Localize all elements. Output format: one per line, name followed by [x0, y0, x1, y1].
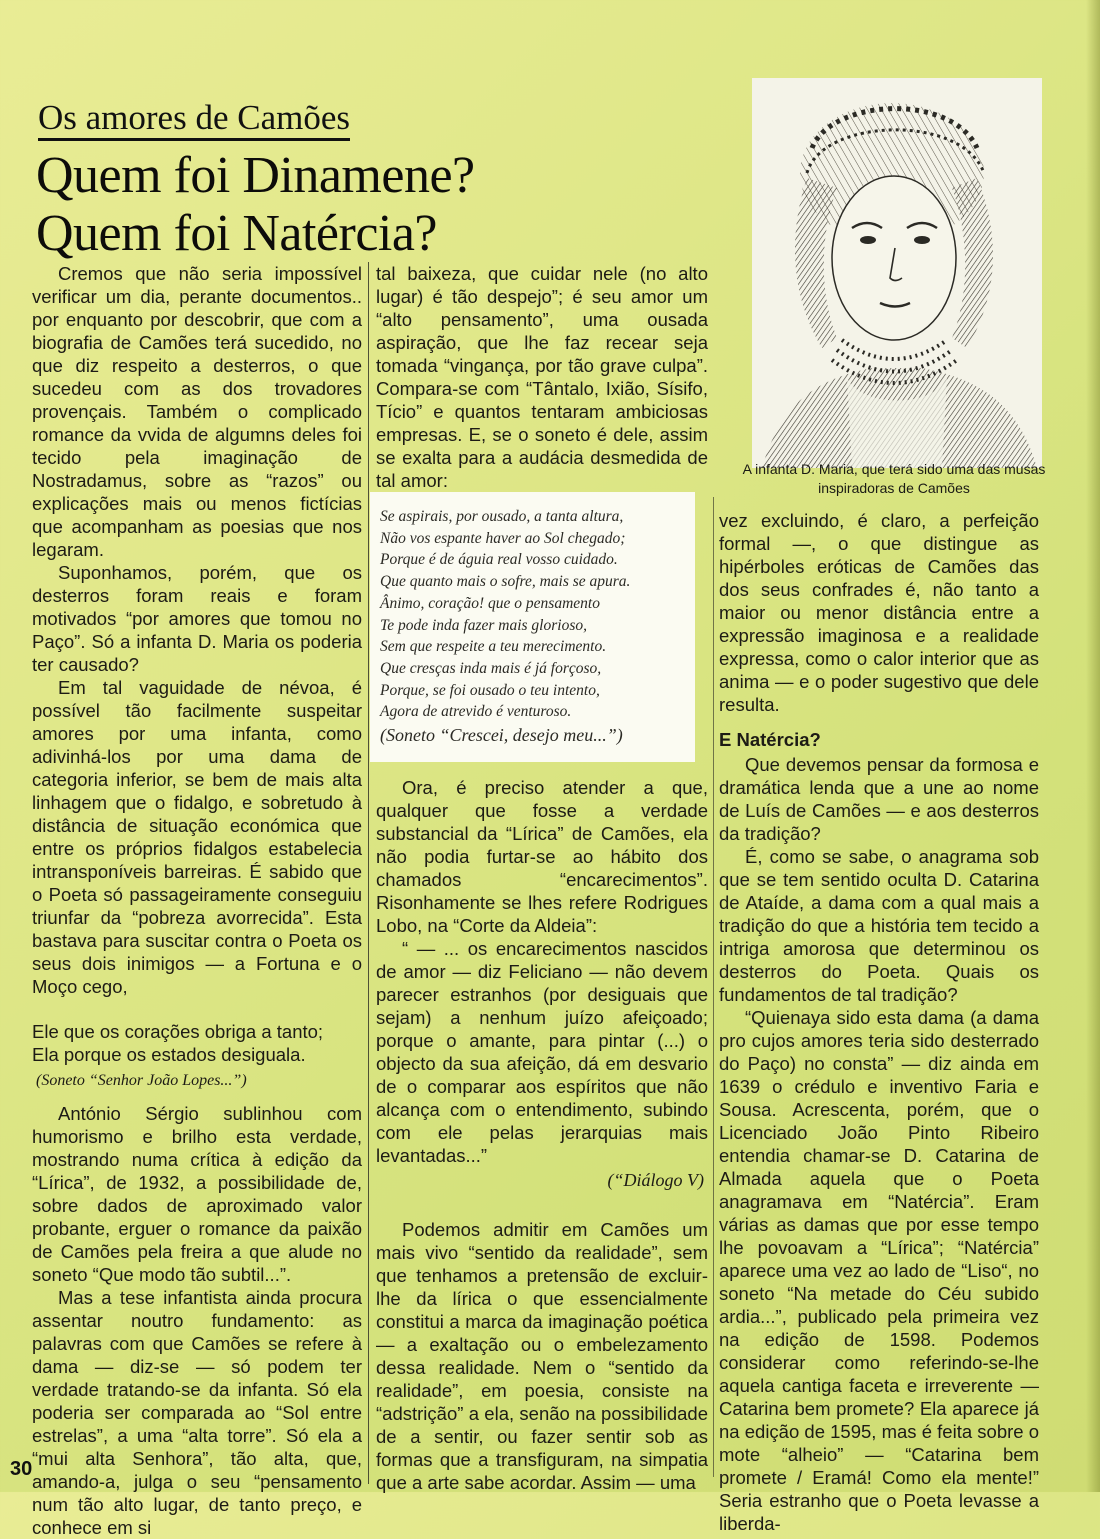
verse-line: Ela porque os estados desiguala. — [32, 1044, 306, 1065]
paragraph: Ora, é preciso atender a que, qualquer que fosse a verdade substancial da “Lírica” de Camões, ela não podia furtar-se ao hábito dos chamados “encarecimentos”. Risonhamente se lhes refere Rodrigues Lobo, na “Corte da Aldeia”: — [376, 777, 708, 936]
portrait-caption: A infanta D. Maria, que terá sido uma das musas inspiradoras de Camões — [742, 461, 1046, 496]
sonnet-citation: (Soneto “Crescei, desejo meu...”) — [380, 725, 623, 746]
paragraph: Cremos que não seria impossível verificar um dia, perante documentos.. por enquanto por descobrir, que com a biografia de Camões terá sucedido, no que diz respeito a desterros, o que sucedeu com as dos trovadores provençais. Também o complicado romance da vvida de algumns deles foi tecido pela imaginação de Nostradamus, sobre as “razos” ou explicações mais ou menos fictícias que acompanham as poesias que nos legaram. — [32, 263, 362, 560]
paragraph: É, como se sabe, o anagrama sob que se tem sentido oculta D. Catarina de Ataíde, a dama com a qual mais a tradição do que a história tem tecido a intriga amorosa que determinou os desterros do Poeta. Quais os fundamentos de tal tradição? — [719, 846, 1039, 1005]
verse-citation: (Soneto “Senhor João Lopes...”) — [36, 1072, 247, 1089]
sonnet-line: Agora de atrevido é venturoso. — [380, 703, 572, 721]
paragraph: Podemos admitir em Camões um mais vivo “sentido da realidade”, sem que tenhamos a pretensão de excluir-lhe da lírica o que essencialmente constitui a marca da imaginação poética — a exaltação ou o embelezamento dessa realidade. Nem o “sentido da realidade”, em poesia, consiste na “adstrição” a ela, senão na possibilidade de a sentir, ou fazer sentir sob as formas que a transfiguram, na simpatia que a arte sabe acordar. Assim — uma — [376, 1219, 708, 1493]
sonnet-line: Se aspirais, por ousado, a tanta altura, — [380, 508, 624, 525]
sonnet-line: Ânimo, coração! que o pensamento — [380, 594, 600, 612]
headline-line-1: Quem foi Dinamene? — [36, 147, 475, 204]
article-column-1 — [32, 262, 362, 1539]
section-subheading: E Natércia? — [719, 729, 821, 750]
verse-line: Ele que os corações obriga a tanto; — [32, 1021, 324, 1042]
page-headline — [36, 147, 716, 263]
paragraph: “ — ... os encarecimentos nascidos de amor — diz Feliciano — não devem parecer estranhos (por desiguais que sejam) a nenhum juízo afeiçoado; porque o amante, para pintar (...) o objecto da sua afeição, dá em desvario de o comparar aos espíritos que não alcança com o entendimento, subindo com ele pelas jerarquias mais levantadas...” — [376, 938, 708, 1166]
sonnet-line: Que quanto mais o sofre, mais se apura. — [380, 573, 631, 591]
sonnet-line: Sem que respeite a teu merecimento. — [380, 638, 607, 656]
sonnet-box — [370, 492, 695, 762]
sonnet-line: Te pode inda fazer mais glorioso, — [380, 616, 587, 634]
sonnet-line: Que cresças inda mais é já forçoso, — [380, 659, 602, 677]
infanta-portrait-image — [752, 78, 1042, 468]
sonnet-line: Não vos espante haver ao Sol chegado; — [380, 529, 626, 547]
quoted-verse — [32, 1020, 362, 1092]
paragraph: tal baixeza, que cuidar nele (no alto lugar) é tão despejo”; é seu amor um “alto pensamento”, uma ousada aspiração, que lhe faz recear seja tomada “vingança, por tão grave culpa”. Compara-se com “Tântalo, Ixião, Sísifo, Tício” e quantos tentaram ambiciosas empresas. E, se o soneto é dele, assim se exalta para a audácia desmedida de tal amor: — [376, 263, 708, 491]
article-column-2 — [376, 262, 708, 1494]
quote-citation: (“Diálogo V) — [607, 1170, 704, 1190]
paragraph: “Quienaya sido esta dama (a dama pro cujos amores teria sido desterrado do Paço) no consta” — diz ainda em 1639 o crédulo e inventivo Faria e Sousa. Acrescenta, porém, que o Licenciado João Pinto Ribeiro entendia chamar-se D. Catarina de Almada aquela que o Poeta anagramava em “Natércia”. Eram várias as damas que por esse tempo lhe povoavam a “Lírica”; “Natércia” aparece uma vez ao lado de “Liso“, no soneto “Na metade do Céu subido ardia...”, publicado pela primeira vez na edição de 1598. Podemos considerar como referindo-se-lhe aquela cantiga faceta e irreverente — Catarina bem promete? Ela aparece já na edição de 1595, mas é feita sobre o mote “alheio” — “Catarina bem promete / Eramá! Como ela mente!” Seria estranho que o Poeta levasse a liberda- — [719, 1007, 1039, 1534]
headline-line-2: Quem foi Natércia? — [36, 205, 438, 262]
paragraph: Em tal vaguidade de névoa, é possível tão facilmente suspeitar amores por uma infanta, como adivinhá-los por uma dama de categoria inferior, se bem de mais alta linhagem que o fidalgo, e sobretudo à distância de situação económica que entre os próprios fidalgos estabelecia intransponíveis barreiras. É sabido que o Poeta só passageiramente conseguiu triunfar da “pobreza avorrecida”. Esta bastava para suscitar contra o Poeta os seus dois inimigos — a Fortuna e o Moço cego, — [32, 677, 362, 997]
paragraph: Que devemos pensar da formosa e dramática lenda que a une ao nome de Luís de Camões — e aos desterros da tradição? — [719, 754, 1039, 844]
column-rule-1 — [368, 262, 369, 1484]
paragraph: Mas a tese infantista ainda procura assentar noutro fundamento: as palavras com que Camões se refere à dama — diz-se — só podem ter verdade tratando-se da infanta. Só ela poderia ser comparada ao “Sol entre estrelas”, a uma “alta torre”. Só ela a “mui alta Senhora”, tão alta, que, amando-a, julga o seu “pensamento num tão alto lugar, de tanto preço, e conhece em si — [32, 1287, 362, 1538]
paragraph: Suponhamos, porém, que os desterros foram reais e foram motivados “por amores que tomou no Paço”. Só a infanta D. Maria os poderia ter causado? — [32, 562, 362, 675]
paragraph: vez excluindo, é claro, a perfeição formal —, o que distingue as hipérboles eróticas de Camões das dos seus confrades é, não tanto a maior ou menor distância entre a expressão imaginosa e a realidade expressa, como o calor interior que as anima — e o poder sugestivo que dele resulta. — [719, 510, 1039, 715]
sonnet-line: Porque, se foi ousado o teu intento, — [380, 681, 600, 699]
section-kicker: Os amores de Camões — [38, 98, 350, 141]
page-number: 30 — [10, 1458, 33, 1480]
column-rule-2 — [713, 497, 714, 1477]
sonnet-line: Porque é de águia real vosso cuidado. — [380, 551, 618, 569]
page-spine-shadow — [1086, 0, 1100, 1492]
paragraph: António Sérgio sublinhou com humorismo e brilho esta verdade, mostrando numa crítica à edição da “Lírica”, de 1932, a possibilidade de, sobre dados de aproximado valor probante, erguer o romance da paixão de Camões pela freira a que alude no soneto “Que modo tão subtil...”. — [32, 1103, 362, 1285]
article-column-3 — [719, 509, 1039, 1535]
